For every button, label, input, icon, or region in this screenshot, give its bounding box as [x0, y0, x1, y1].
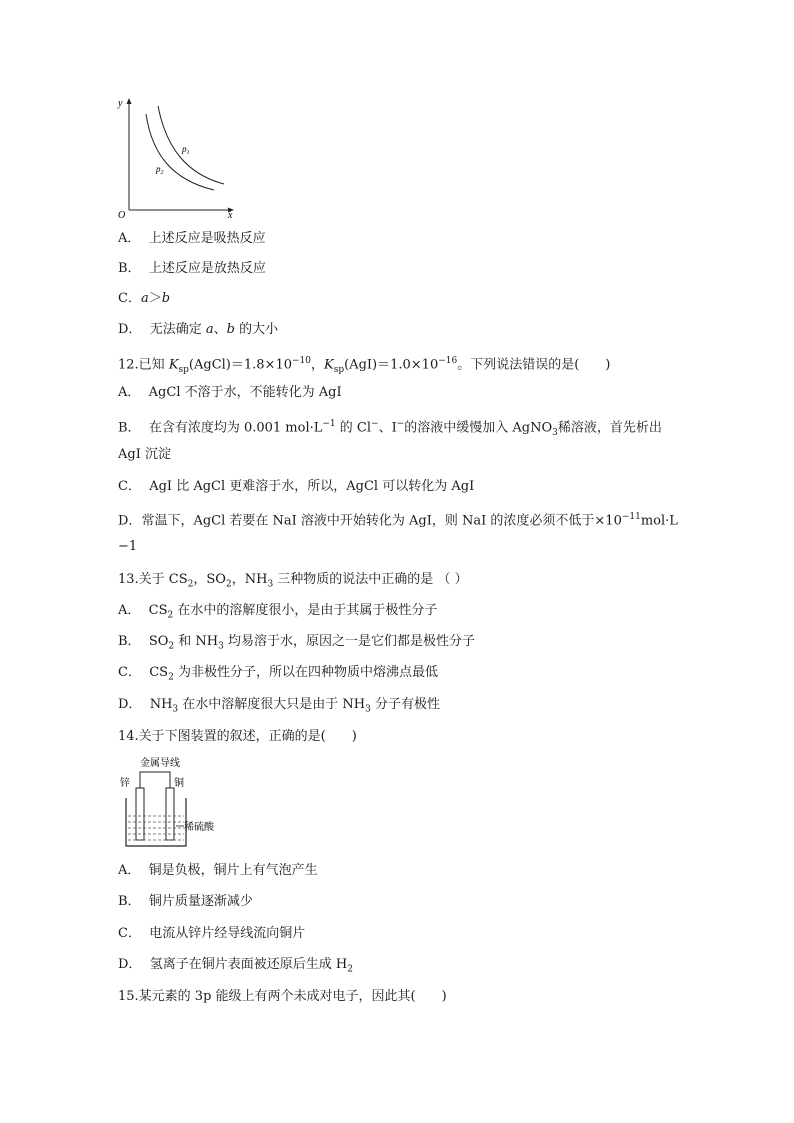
- stem-text: 13.关于 CS: [118, 572, 188, 587]
- q12-option-a: [118, 384, 342, 402]
- q14-option-b: [118, 893, 253, 911]
- option-letter: A．: [118, 231, 141, 246]
- var-a: a: [205, 322, 214, 337]
- option-text: CS: [149, 665, 169, 680]
- q11-option-c: [118, 290, 170, 308]
- q12-option-d-cont: [118, 538, 137, 556]
- curve-p1-label: $p_1$: [182, 144, 190, 156]
- subscript: 2: [167, 610, 174, 621]
- option-text: 在含有浓度均为 0.001 mol·L: [148, 420, 323, 436]
- stem-text: 15.某元素的 3p 能级上有两个未成对电子，因此其( ): [118, 989, 447, 1004]
- option-letter: A．: [118, 863, 141, 878]
- option-text: 常温下，AgCl 若要在 NaI 溶液中开始转化为 AgI，则 NaI 的浓度必须不低于×10: [141, 513, 622, 529]
- acid-label: 稀硫酸: [184, 822, 214, 833]
- option-letter: C．: [118, 926, 141, 941]
- ksp-subscript: sp: [178, 364, 189, 375]
- ksp-symbol: K: [324, 357, 334, 373]
- option-text: 的 Cl: [335, 420, 372, 436]
- exponent: −11: [621, 512, 641, 522]
- y-axis-arrow: [127, 98, 132, 104]
- q12-option-d: [118, 508, 678, 530]
- q14-option-d: [118, 956, 353, 979]
- stem-text: ，SO: [193, 572, 226, 587]
- var-b: b: [161, 291, 171, 306]
- option-text: mol·L: [640, 513, 678, 529]
- option-text: SO: [148, 634, 169, 649]
- q13-stem: [118, 571, 468, 594]
- option-text: 为非极性分子，所以在四种物质中熔沸点最低: [173, 665, 438, 680]
- exponent: −: [396, 419, 405, 429]
- option-letter: A．: [118, 385, 141, 400]
- subscript: 2: [225, 579, 232, 590]
- option-text: 均易溶于水，原因之一是它们都是极性分子: [223, 634, 475, 649]
- x-axis-label: x: [228, 210, 233, 221]
- option-letter: B．: [118, 420, 141, 436]
- q13-option-d: [118, 696, 440, 719]
- option-letter: D．: [118, 957, 142, 972]
- greater-than: ＞: [148, 291, 162, 306]
- q15-stem: [118, 988, 447, 1006]
- zinc-electrode: [136, 788, 144, 840]
- subscript: 3: [365, 704, 371, 715]
- option-text: 、: [213, 322, 227, 337]
- option-text: 铜是负极，铜片上有气泡产生: [148, 863, 318, 878]
- metal-wire: [140, 772, 170, 790]
- option-text: 的溶液中缓慢加入 AgNO: [404, 420, 553, 436]
- q12-option-c: [118, 478, 474, 496]
- q12-stem: [118, 352, 610, 379]
- q13-option-b: [118, 633, 475, 656]
- subscript: 2: [168, 672, 174, 683]
- origin-label: O: [118, 210, 126, 221]
- var-a: a: [140, 291, 149, 306]
- option-text: 在水中溶解度很大只是由于 NH: [178, 697, 366, 712]
- var-b: b: [226, 322, 235, 337]
- option-letter: B．: [118, 634, 141, 649]
- stem-text: (AgCl)＝1.8×10: [188, 357, 292, 373]
- option-text: 电流从锌片经导线流向铜片: [149, 926, 306, 941]
- option-text: NH: [149, 697, 173, 712]
- option-text: 上述反应是吸热反应: [148, 231, 266, 246]
- exponent: −16: [438, 356, 458, 366]
- option-text: 稀溶液，首先析出: [557, 420, 662, 436]
- option-text: AgCl 不溶于水，不能转化为 AgI: [148, 385, 342, 400]
- option-text: 上述反应是放热反应: [148, 261, 266, 276]
- option-letter: C．: [118, 291, 141, 306]
- option-text: AgI 沉淀: [118, 447, 171, 462]
- stem-text: ，NH: [231, 572, 268, 587]
- exponent: −1: [322, 419, 336, 429]
- stem-text: ，: [311, 357, 325, 373]
- option-letter: C．: [118, 665, 141, 680]
- option-letter: B．: [118, 894, 141, 909]
- copper-electrode: [166, 788, 174, 840]
- wire-label: 金属导线: [140, 758, 180, 769]
- copper-label: 铜: [174, 778, 184, 789]
- zinc-label: 锌: [120, 778, 130, 789]
- option-letter: D．: [118, 513, 142, 529]
- q11-option-a: [118, 230, 266, 248]
- stem-text: 14.关于下图装置的叙述，正确的是( ): [118, 729, 357, 744]
- curve-p1: [158, 106, 224, 184]
- ksp-subscript: sp: [333, 364, 345, 375]
- stem-text: 。下列说法错误的是( ): [457, 357, 611, 373]
- q13-option-a: [118, 602, 437, 625]
- curve-p2: [146, 114, 214, 190]
- y-axis-label: y: [118, 98, 123, 109]
- option-letter: A．: [118, 603, 141, 618]
- q11-option-b: [118, 260, 266, 278]
- curve-p2-label: $p_2$: [156, 164, 164, 176]
- stem-text: (AgI)＝1.0×10: [344, 357, 439, 373]
- option-letter: C．: [118, 479, 141, 494]
- subscript: 2: [187, 579, 194, 590]
- q11-option-d: [118, 321, 278, 339]
- q14-option-c: [118, 925, 305, 943]
- option-text: 分子有极性: [370, 697, 441, 712]
- option-text: AgI 比 AgCl 更难溶于水，所以，AgCl 可以转化为 AgI: [149, 479, 475, 494]
- pressure-graph: [112, 92, 242, 224]
- subscript: 3: [218, 641, 224, 652]
- q14-option-a: [118, 862, 318, 880]
- option-text: 无法确定: [149, 322, 206, 337]
- stem-text: 12.已知: [118, 357, 169, 373]
- galvanic-cell-diagram: [116, 754, 226, 854]
- option-text: CS: [148, 603, 168, 618]
- q14-stem: [118, 728, 357, 746]
- stem-text: 三种物质的说法中正确的是 （ ）: [273, 572, 468, 587]
- exponent: −10: [292, 356, 311, 366]
- q12-option-b: [118, 415, 662, 442]
- option-text: 氢离子在铜片表面被还原后生成 H: [149, 957, 348, 972]
- option-letter: D．: [118, 697, 142, 712]
- option-text: 的大小: [234, 322, 279, 337]
- q13-option-c: [118, 664, 438, 687]
- exponent: −: [371, 419, 379, 429]
- subscript: 2: [347, 964, 353, 975]
- option-text: 在水中的溶解度很小，是由于其属于极性分子: [173, 603, 438, 618]
- subscript: 3: [267, 579, 274, 590]
- option-letter: B．: [118, 261, 141, 276]
- q12-option-b-cont: [118, 446, 171, 464]
- option-text: 、I: [378, 420, 397, 436]
- option-text: 和 NH: [174, 634, 219, 649]
- subscript: 3: [552, 427, 558, 438]
- option-letter: D．: [118, 322, 142, 337]
- option-text: 铜片质量逐渐减少: [148, 894, 253, 909]
- subscript: 3: [172, 704, 179, 715]
- option-text: −1: [118, 539, 138, 554]
- ksp-symbol: K: [168, 357, 179, 373]
- subscript: 2: [168, 641, 175, 652]
